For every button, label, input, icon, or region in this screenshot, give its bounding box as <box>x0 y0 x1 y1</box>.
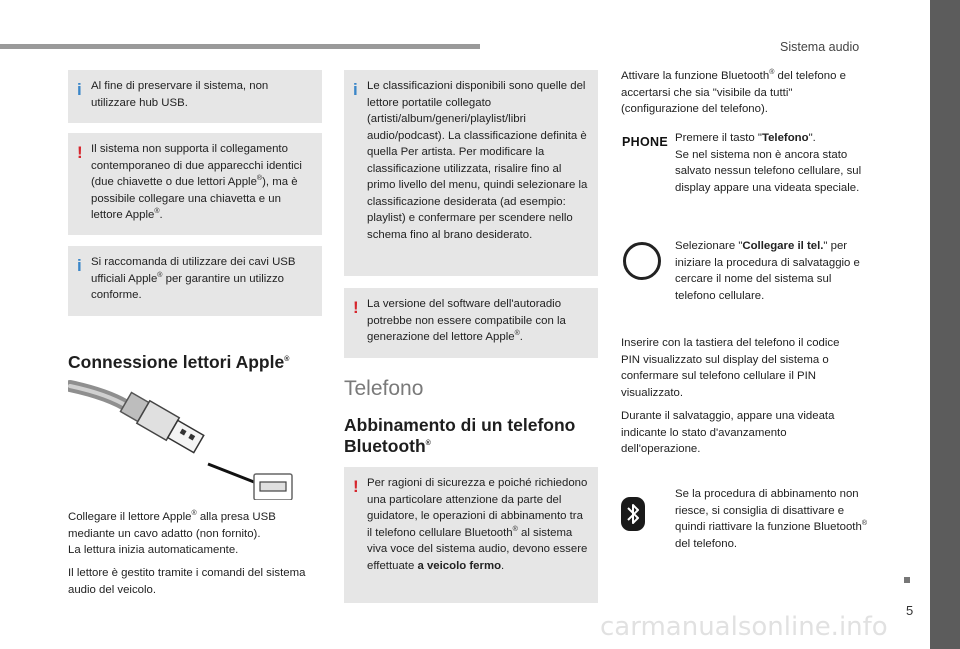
step-select-connect <box>675 238 865 304</box>
warning-note-safety <box>344 467 598 603</box>
text-line: mediante un cavo adatto (non fornito). <box>68 527 261 540</box>
note-text: Si raccomanda di utilizzare dei cavi USB ufficiali Apple® per garantire un utilizzo conforme. <box>91 256 296 302</box>
warning-icon: ! <box>77 143 83 162</box>
select-dial-icon <box>623 242 661 280</box>
step-press-phone <box>675 130 865 196</box>
text-line: La lettura inizia automaticamente. <box>68 544 239 557</box>
step-text: Se nel sistema non è ancora stato salvato nessun telefono cellulare, sul display appare una videata speciale. <box>675 148 862 194</box>
step-text: ". <box>808 132 816 144</box>
para-activate-bluetooth: Attivare la funzione Bluetooth® del telefono e accertarsi che sia "visibile da tutti" (configurazione del telefono). <box>621 69 846 116</box>
bluetooth-icon <box>618 497 648 531</box>
section-end-marker <box>904 577 910 583</box>
info-note-cables <box>68 246 322 316</box>
para-bluetooth-retry: Se la procedura di abbinamento non riesce, si consiglia di disattivare e quindi riattivare la funzione Bluetooth® del telefono. <box>675 488 867 550</box>
info-icon: i <box>353 80 358 99</box>
info-icon: i <box>77 80 82 99</box>
info-note-classifications <box>344 70 598 276</box>
page-edge-strip <box>930 0 960 649</box>
note-text: Per ragioni di sicurezza e poiché richiedono una particolare attenzione da parte del guidatore, le operazioni di abbinamento tra il telefono cellulare Bluetooth® al sistema viva voce del sistema audio, devono essere effettuate <box>367 477 588 572</box>
watermark: carmanualsonline.info <box>600 612 888 642</box>
heading-line: Bluetooth® <box>344 436 431 456</box>
step-text: Premere il tasto " <box>675 132 762 144</box>
heading-bluetooth-pairing <box>344 415 604 457</box>
usb-cable-illustration <box>68 378 298 500</box>
step-text-bold: Telefono <box>761 132 809 144</box>
step-text: Selezionare " <box>675 240 743 252</box>
note-text: Le classificazioni disponibili sono quelle del lettore portatile collegato (artisti/album/generi/playlist/libri audio/podcast). La classificazione definita è quella Per artista. Per modificare la classificazione utilizzata, risalire fino al primo livello del menu, quindi selezionare la classificazione desiderata (ad esempio: playlist) e confermare per scendere nello schema fino al brano desiderato. <box>367 80 588 241</box>
heading-apple-connection: Connessione lettori Apple® <box>68 352 290 372</box>
note-text: Al fine di preservare il sistema, non utilizzare hub USB. <box>91 80 269 109</box>
phone-key-icon: PHONE <box>622 135 668 149</box>
step-text-bold: Collegare il tel. <box>742 240 824 252</box>
section-title: Sistema audio <box>780 40 860 54</box>
para-enter-pin: Inserire con la tastiera del telefono il codice PIN visualizzato sul display del sistema o confermare sul telefono cellulare il PIN visualizzato. <box>621 337 840 399</box>
note-text-bold: a veicolo fermo <box>417 559 502 572</box>
warning-note-software <box>344 288 598 358</box>
header-rule <box>0 44 480 49</box>
para-progress: Durante il salvataggio, appare una videata indicante lo stato d'avanzamento dell'operazione. <box>621 410 835 456</box>
warning-note-devices <box>68 133 322 235</box>
warning-icon: ! <box>353 477 359 496</box>
heading-telefono: Telefono <box>344 377 424 400</box>
note-text: La versione del software dell'autoradio potrebbe non essere compatibile con la generazione del lettore Apple®. <box>367 298 566 344</box>
para-controls: Il lettore è gestito tramite i comandi del sistema audio del veicolo. <box>68 567 306 596</box>
para-connect-player <box>68 509 328 559</box>
text-line: Collegare il lettore Apple® alla presa USB <box>68 510 276 523</box>
page-number: 5 <box>906 603 914 618</box>
note-text: Il sistema non supporta il collegamento contemporaneo di due apparecchi identici (due chiavette o due lettori Apple®), ma è possibile collegare una chiavetta e un lettore Apple®. <box>91 143 302 222</box>
warning-icon: ! <box>353 298 359 317</box>
info-note-usb-hub <box>68 70 322 123</box>
note-text-end: . <box>501 559 505 572</box>
heading-line: Abbinamento di un telefono <box>344 415 576 435</box>
info-icon: i <box>77 256 82 275</box>
step-text: " per iniziare la procedura di salvataggio e cercare il nome del sistema sul telefono cellulare. <box>675 240 860 302</box>
